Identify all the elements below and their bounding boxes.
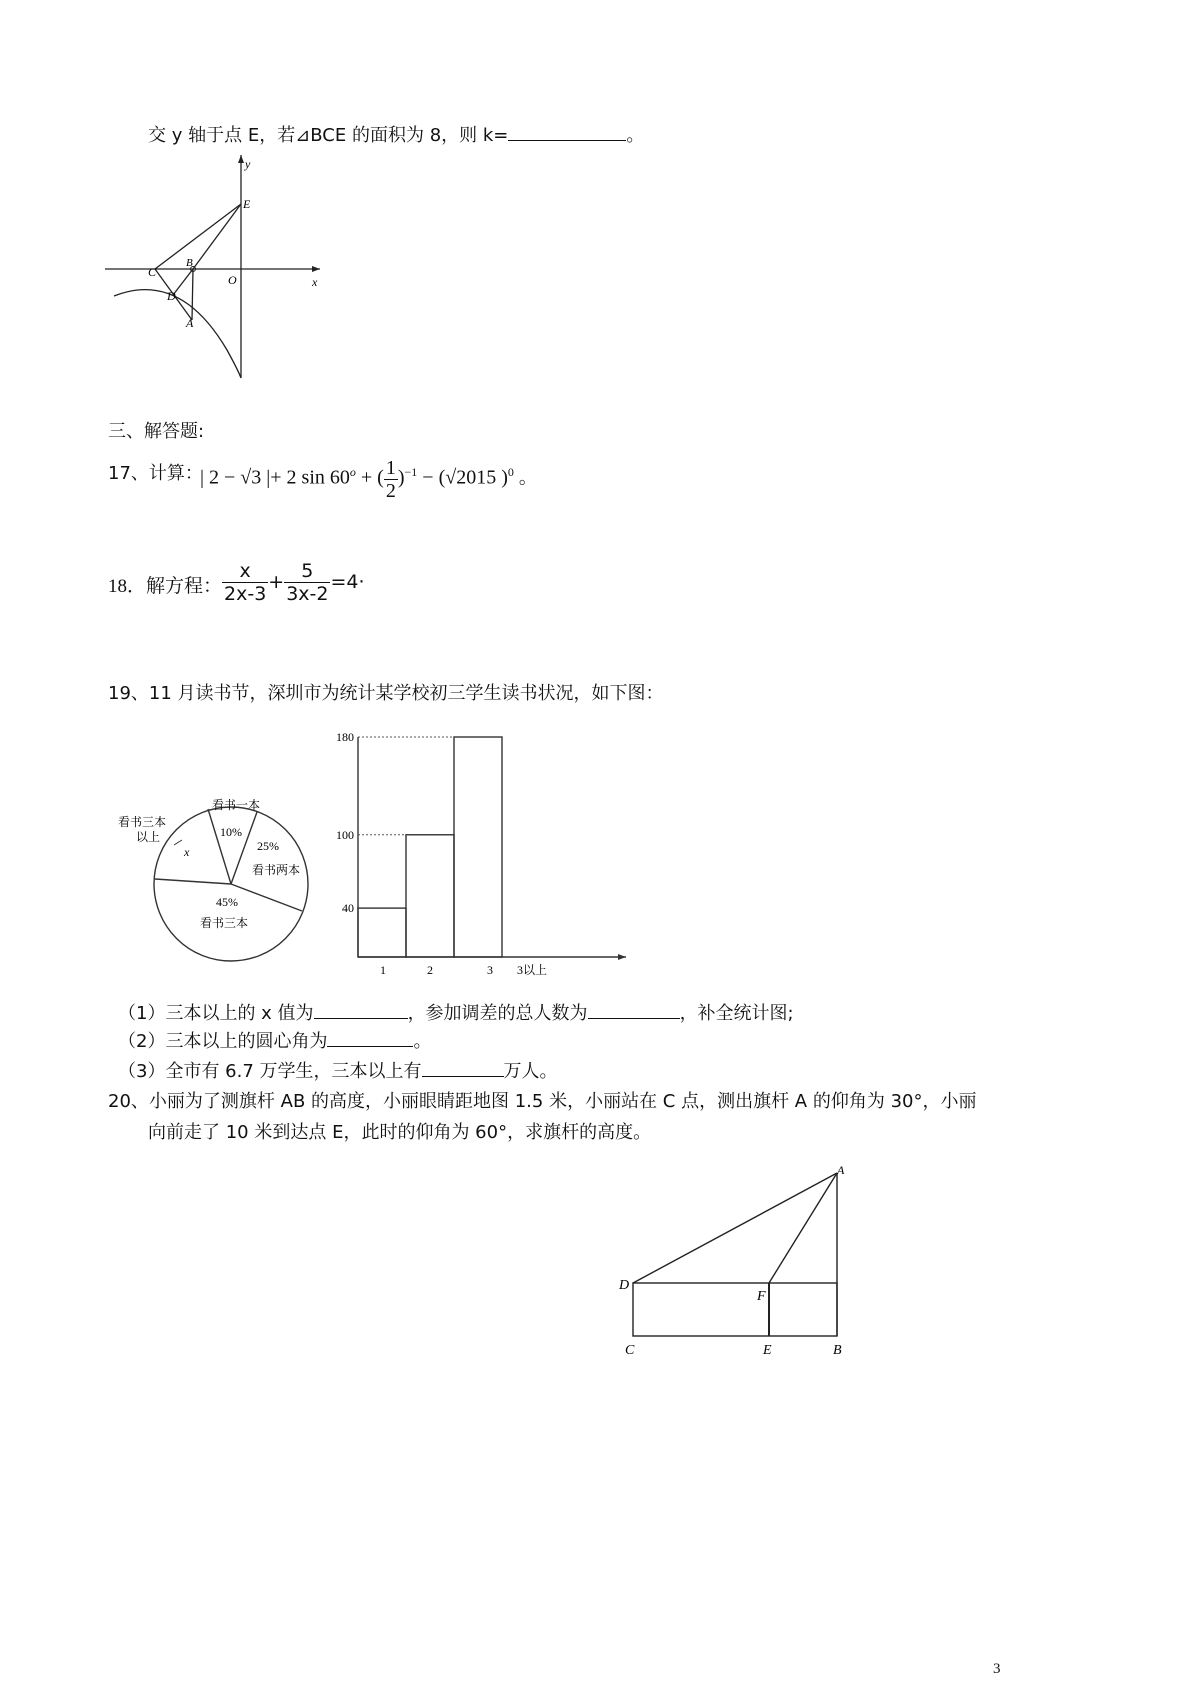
y-tick-label-100: 100 xyxy=(336,827,354,842)
q18-plus: + xyxy=(268,571,285,593)
q19-sub2-blank xyxy=(327,1028,413,1047)
pie-label-x: x xyxy=(184,845,190,859)
pie-pct-three: 45% xyxy=(216,895,238,909)
q18-f2-num: 5 xyxy=(284,560,330,583)
q17-fraction xyxy=(384,457,398,502)
section-3-heading: 三、解答题: xyxy=(108,421,205,442)
pie-label-two: 看书两本 xyxy=(252,863,301,877)
x-tick-label-4: 3以上 xyxy=(516,963,548,977)
fig20-label-B: B xyxy=(833,1343,842,1358)
q19-stem: 19、11 月读书节，深圳市为统计某学校初三学生读书状况，如下图： xyxy=(108,683,664,704)
q18-f2-den: 3x-2 xyxy=(286,583,329,605)
y-tick-label-180: 180 xyxy=(336,730,354,744)
q18-rhs: =4· xyxy=(330,571,365,593)
q16-before: 交 y 轴于点 E，若⊿BCE 的面积为 8，则 k= xyxy=(148,125,509,146)
pie-label-three: 看书三本 xyxy=(200,916,249,930)
fig16-label-x: x xyxy=(312,275,318,289)
q17-sup-minus1: −1 xyxy=(404,465,418,479)
q18-f1-num: x xyxy=(222,560,268,583)
q17-sup-zero: 0 xyxy=(507,465,514,479)
bar-2 xyxy=(406,835,454,957)
q17-frac-den: 2 xyxy=(385,479,396,502)
q19-sub1-c: ，补全统计图; xyxy=(679,1003,794,1024)
fig16-label-E: E xyxy=(243,197,251,211)
pie-label-one: 看书一本 xyxy=(212,798,261,812)
q17-expr-b: + ( xyxy=(360,466,384,489)
bar-1 xyxy=(358,908,406,957)
q19-sub3-b: 万人。 xyxy=(503,1061,558,1082)
x-tick-label-3: 3 xyxy=(487,963,493,977)
q19-sub1-b: ，参加调差的总人数为 xyxy=(407,1003,588,1024)
q16-after: 。 xyxy=(626,125,645,146)
figure-16 xyxy=(100,150,340,385)
figure-20 xyxy=(585,1160,855,1360)
pie-pct-one: 10% xyxy=(220,825,242,839)
fig16-label-A: A xyxy=(186,316,194,330)
q16-text xyxy=(148,122,644,148)
fig20-label-A: A xyxy=(837,1163,845,1177)
q17-frac-num: 1 xyxy=(385,456,396,479)
q20-line-1: 20、小丽为了测旗杆 AB 的高度，小丽眼睛距地图 1.5 米，小丽站在 C 点，测出旗杆 A 的仰角为 30°，小丽 xyxy=(108,1091,977,1112)
q20-line-2: 向前走了 10 米到达点 E，此时的仰角为 60°，求旗杆的高度。 xyxy=(148,1122,652,1143)
q17-expr-d: − (√2015 ) xyxy=(422,466,508,489)
q18-number: 18．解方程： xyxy=(108,576,223,597)
q19-sub2-a: （2）三本以上的圆心角为 xyxy=(118,1031,328,1052)
q17-expression xyxy=(200,444,537,507)
y-tick-label-40: 40 xyxy=(342,901,354,916)
fig20-label-E: E xyxy=(763,1343,772,1358)
q17-number: 17、计算： xyxy=(108,463,203,484)
pie-pct-two: 25% xyxy=(257,839,279,853)
bar-3 xyxy=(454,737,502,957)
fig20-label-F: F xyxy=(757,1289,766,1304)
x-tick-label-2: 2 xyxy=(427,963,433,977)
x-tick-label-1: 1 xyxy=(380,963,386,977)
q18-fraction-2 xyxy=(284,560,330,605)
q19-sub1-a: （1）三本以上的 x 值为 xyxy=(118,1003,314,1024)
q18-f1-den: 2x-3 xyxy=(224,583,267,605)
fig16-label-y: y xyxy=(245,157,251,171)
fig16-label-D: D xyxy=(167,289,176,303)
q18-equation xyxy=(222,560,365,605)
q17-end: 。 xyxy=(518,467,537,489)
fig20-label-C: C xyxy=(625,1343,635,1358)
pie-label-more-2: 以上 xyxy=(136,830,161,844)
q19-sub2-b: 。 xyxy=(413,1031,432,1052)
x-axis-arrow xyxy=(618,954,626,960)
fig16-label-O: O xyxy=(228,273,237,287)
q16-blank xyxy=(508,122,626,141)
q17-expr-c: ) xyxy=(397,466,405,489)
q19-sub1 xyxy=(118,1000,794,1026)
fig16-label-C: C xyxy=(148,265,157,279)
bar-chart xyxy=(330,728,640,978)
q17-deg: o xyxy=(349,465,356,479)
page-number: 3 xyxy=(993,1661,1001,1677)
q19-sub3-a: （3）全市有 6.7 万学生，三本以上有 xyxy=(118,1061,422,1082)
q19-sub3 xyxy=(118,1058,558,1084)
fig16-label-B: B xyxy=(186,257,193,269)
q19-sub3-blank xyxy=(422,1058,504,1077)
pie-label-more-1: 看书三本 xyxy=(118,815,167,829)
pie-chart xyxy=(110,800,320,985)
q17-expr-a: | 2 − √3 |+ 2 sin 60 xyxy=(200,466,350,489)
q19-sub2 xyxy=(118,1028,431,1054)
q19-sub1-blank-1 xyxy=(314,1000,408,1019)
q19-sub1-blank-2 xyxy=(588,1000,680,1019)
q18-fraction-1 xyxy=(222,560,268,605)
fig20-label-D: D xyxy=(619,1278,630,1293)
